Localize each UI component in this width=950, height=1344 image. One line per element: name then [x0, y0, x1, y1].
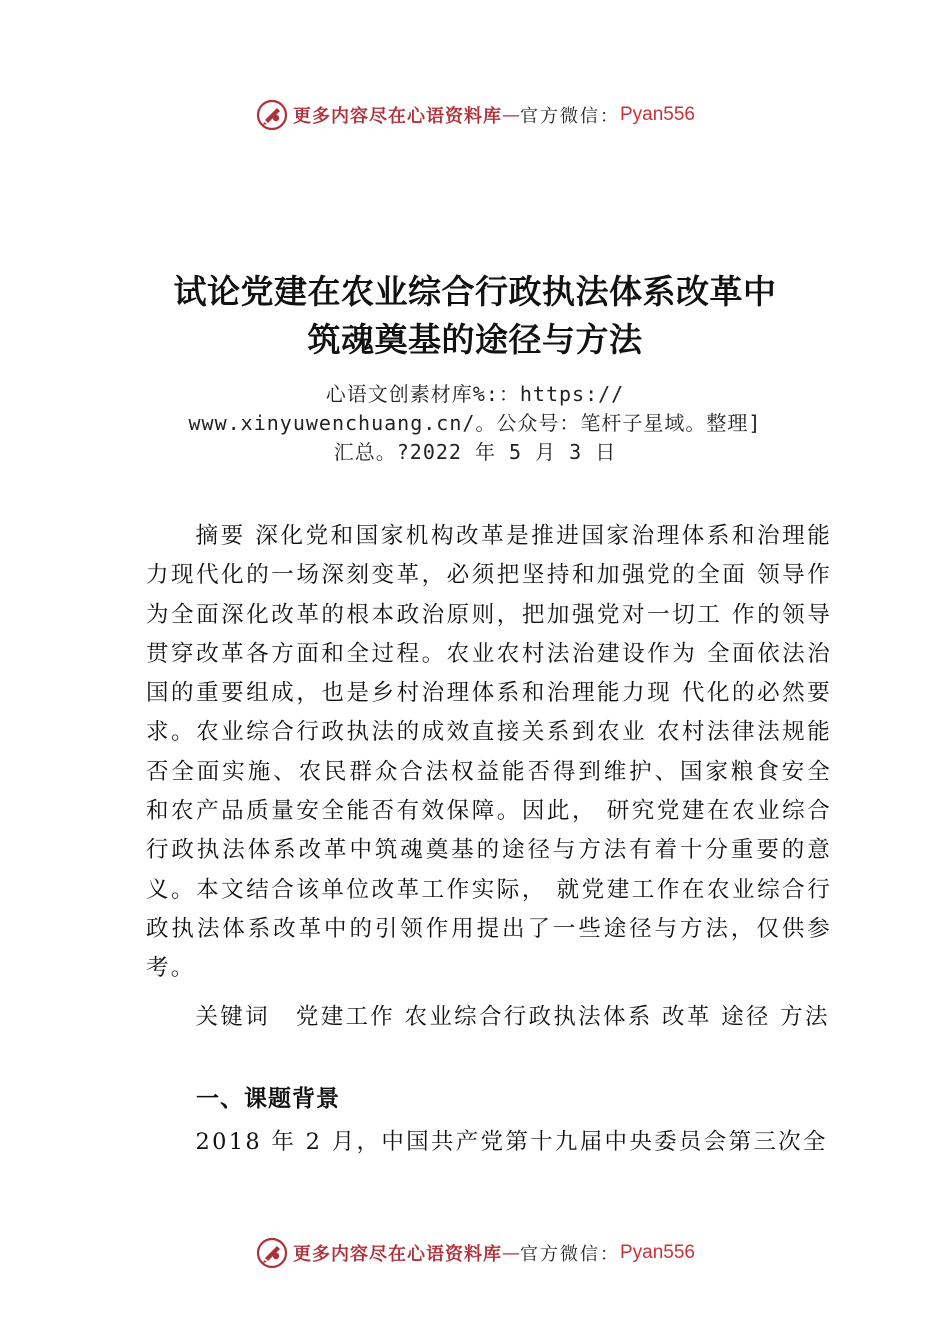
keyword-item: 途径: [721, 1004, 771, 1030]
keywords-label: 关键词: [195, 1004, 270, 1030]
source-line-3: 汇总。?2022 年 5 月 3 日: [333, 440, 617, 464]
section-first-paragraph: 2018 年 2 月，中国共产党第十九届中央委员会第三次全: [195, 1129, 828, 1155]
banner-brand: 更多内容尽在心语资料库: [292, 106, 502, 127]
keyword-item: 农业综合行政执法体系: [404, 1004, 653, 1030]
footer-banner: [0, 1233, 950, 1273]
banner-wechat-label: 官方微信：: [519, 106, 620, 127]
banner-wechat-label: 官方微信：: [519, 1244, 620, 1265]
section-heading: 一、课题背景: [196, 1086, 340, 1112]
document-title-line-2: 筑魂奠基的途径与方法: [307, 320, 643, 359]
header-banner: [0, 95, 950, 135]
keyword-item: 党建工作: [295, 1004, 396, 1030]
banner-brand: 更多内容尽在心语资料库: [292, 1244, 502, 1265]
banner-wechat-id: Pyan556: [619, 104, 695, 125]
banner-separator: —: [501, 1242, 520, 1264]
document-title-line-1: 试论党建在农业综合行政执法体系改革中: [173, 272, 777, 311]
banner-separator: —: [501, 104, 520, 126]
source-line-1: 心语文创素材库%:：https://: [325, 382, 625, 406]
keyword-item: 改革: [662, 1004, 712, 1030]
banner-wechat-id: Pyan556: [619, 1242, 695, 1263]
source-line-2: www.xinyuwenchuang.cn/。公众号：笔杆子星域。整理]: [188, 411, 762, 435]
fist-pen-logo-icon: [255, 1236, 289, 1270]
abstract-paragraph: [146, 517, 832, 989]
keywords-paragraph: [146, 996, 832, 1039]
keyword-item: 方法: [780, 1004, 830, 1030]
abstract-label: 摘要: [195, 523, 246, 549]
fist-pen-logo-icon: [255, 98, 289, 132]
abstract-text: 深化党和国家机构改革是推进国家治理体系和治理能力现代化的一场深刻变革，必须把坚持和加强党的全面 领导作为全面深化改革的根本政治原则，把加强党对一切工 作的领导贯穿改革各方面和全过程。农业农村法治建设作为 全面依法治国的重要组成，也是乡村治理体系和治理能力现 代化的必然要求。农业综合行政执法的成效直接关系到农业 农村法律法规能否全面实施、农民群众合法权益能否得到维护、国家粮食安全和农产品质量安全能否有效保障。因此， 研究党建在农业综合行政执法体系改革中筑魂奠基的途径与方法有着十分重要的意义。本文结合该单位改革工作实际， 就党建工作在农业综合行政执法体系改革中的引领作用提出了一些途径与方法，仅供参考。: [146, 523, 832, 982]
